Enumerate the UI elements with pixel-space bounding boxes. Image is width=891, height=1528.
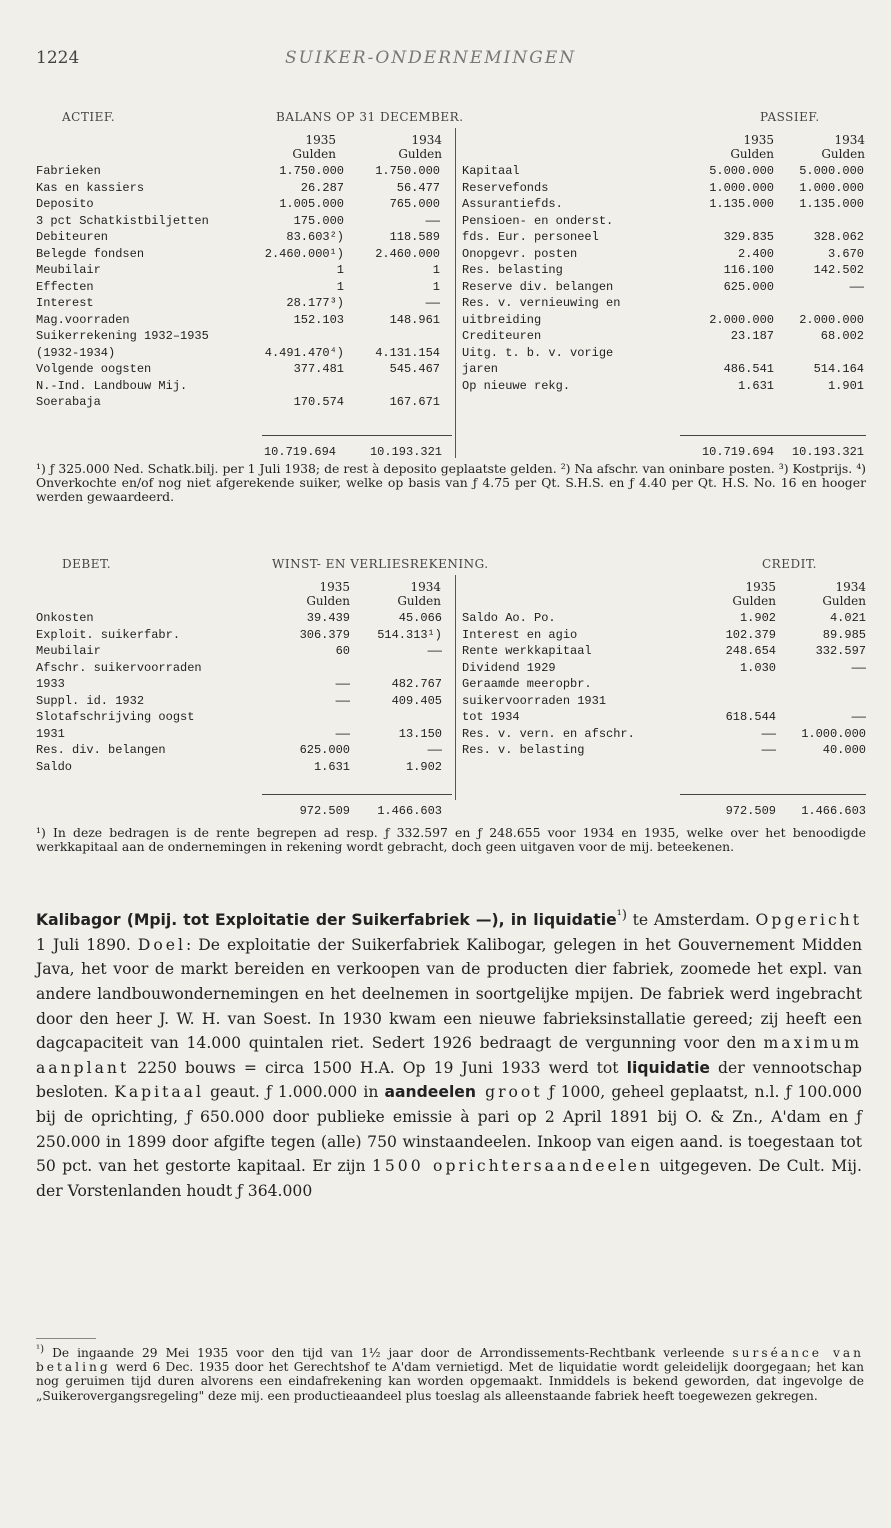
running-title: SUIKER-ONDERNEMINGEN [285, 48, 577, 68]
credit-row-value-1: 1.902 [739, 611, 776, 625]
debet-row-value-2: 482.767 [391, 677, 442, 691]
actief-row-value-2: 56.477 [396, 180, 440, 195]
passief-row-value-1: 2.000.000 [709, 312, 774, 327]
winst-credit-year1-head: 1935 Gulden [732, 580, 776, 608]
passief-row-value-2: 1.000.000 [799, 180, 864, 195]
actief-row-label: 3 pct Schatkistbiljetten [36, 213, 209, 228]
actief-row-label: (1932-1934) [36, 345, 116, 360]
actief-row-value-2: 765.000 [389, 197, 440, 211]
credit-row-value-1: 618.544 [725, 710, 776, 724]
actief-row-value-2: 4.131.154 [375, 345, 440, 360]
actief-row-label: Effecten [36, 279, 94, 294]
actief-row-label: Soerabaja [36, 395, 101, 409]
balans-title: BALANS OP 31 DECEMBER. [276, 110, 464, 124]
debet-row-value-1: —— [335, 693, 350, 708]
actief-row-value-1: 175.000 [293, 213, 344, 228]
winst-debet-year2-head: 1934 Gulden [397, 580, 441, 608]
credit-row-label: Res. v. vern. en afschr. [462, 726, 635, 741]
debet-row-value-1: 39.439 [306, 611, 350, 625]
actief-row-value-1: 83.603²) [286, 230, 344, 244]
balans-passief-total-rule [680, 435, 866, 436]
actief-row-value-1: 1 [336, 279, 344, 294]
actief-row-value-1: 152.103 [293, 312, 344, 327]
actief-row-value-2: 1.750.000 [375, 164, 440, 178]
passief-row-value-2: 3.670 [827, 246, 864, 261]
passief-row-label: Crediteuren [462, 329, 542, 343]
credit-row-label: Res. v. belasting [462, 743, 585, 757]
passief-row-value-1: 1.000.000 [709, 180, 774, 195]
debet-row-label: 1933 [36, 677, 65, 691]
debet-label: DEBET. [62, 557, 112, 571]
credit-row-label: Interest en agio [462, 627, 578, 642]
passief-row-value-2: 5.000.000 [799, 164, 864, 178]
passief-row-value-1: 1.631 [737, 378, 774, 393]
winst-credit-year2-head: 1934 Gulden [822, 580, 866, 608]
actief-row-value-1: 1 [336, 263, 344, 277]
actief-row-label: Suikerrekening 1932–1935 [36, 329, 209, 343]
credit-row-value-2: 332.597 [815, 644, 866, 658]
passief-row-label: Reservefonds [462, 180, 549, 195]
debet-row-value-2: —— [427, 743, 442, 757]
actief-row-label: Interest [36, 296, 94, 310]
balans-actief-year2-head: 1934 Gulden [398, 133, 442, 161]
actief-row-label: N.-Ind. Landbouw Mij. [36, 378, 188, 393]
actief-row-value-1: 28.177³) [286, 296, 344, 310]
actief-row-label: Volgende oogsten [36, 362, 152, 376]
debet-row-value-2: 514.313¹) [377, 627, 442, 642]
actief-row-label: Fabrieken [36, 164, 101, 178]
credit-row-value-2: 40.000 [822, 743, 866, 757]
passief-row-value-1: 116.100 [723, 263, 774, 277]
credit-row-label: Geraamde meeropbr. [462, 677, 592, 691]
debet-row-label: Afschr. suikervoorraden [36, 660, 202, 675]
balans-passief-year1-head: 1935 Gulden [730, 133, 774, 161]
passief-row-value-2: 2.000.000 [799, 312, 864, 327]
winst-debet-total-rule [262, 794, 452, 795]
document-page: 1224 SUIKER-ONDERNEMINGEN ACTIEF. BALANS OP 31 DECEMBER. PASSIEF. 1935 Gulden 1934 Gulden 1935 Gulden 1934 Gulden Fabrieken 1.750.000 1.750.000 Kas en kassiers 26.287 56.477 Deposito 1.005.000 765.000 3 pct Schatkistbiljetten 175.000 —— Debiteuren 83.603²) 118.589 Belegde fondsen 2.460.000¹) 2.460.000 Meubilair 1 1 Effecten 1 1 Interest 28.177³) —— Mag.voorraden 152.103 148.961 Suikerrekening 1932–1935 (1932-1934) 4.491.470⁴) 4.131.154 Volgende oogsten 377.481 545.467 N.-Ind. Landbouw Mij. Soerabaja 170.574 167.671 Kapitaal 5.000.000 5.000.000 Reservefonds 1.000.000 1.000.000 Assurantiefds. 1.135.000 1.135.000 Pensioen- en onderst. fds. Eur. personeel 329.835 328.062 Onopgevr. posten 2.400 3.670 Res. belasting 116.100 142.502 Reserve div. belangen 625.000 —— Res. v. vernieuwing en uitbreiding 2.000.000 2.000.000 Crediteuren 23.187 68.002 Uitg. t. b. v. vorige jaren 486.541 514.164 Op nieuwe rekg. 1.631 1.901 10.719.694 10.193.321 10.719.694 10.193.321 ¹) ƒ 325.000 Ned. Schatk.bilj. per 1 Juli 1938; de rest à deposito geplaatste gelden. ²) Na afschr. van oninbare posten. ³) Kostprijs. ⁴) Onverkochte en/of nog niet afgerekende suiker, welke op basis van ƒ 4.75 per Qt. S.H.S. en ƒ 4.40 per Qt. H.S. No. 16 en hooger werden gewaardeerd. DEBET. WINST- EN VERLIESREKENING. CREDIT. 1935 Gulden 1934 Gulden 1935 Gulden 1934 Gulden Onkosten 39.439 45.066 Exploit. suikerfabr. 306.379 514.313¹) Meubilair 60 —— Afschr. suikervoorraden 1933 —— 482.767 Suppl. id. 1932 —— 409.405 Slotafschrijving oogst 1931 —— 13.150 Res. div. belangen 625.000 —— Saldo 1.631 1.902 Saldo Ao. Po. 1.902 4.021 Interest en agio 102.379 89.985 Rente werkkapitaal 248.654 332.597 Dividend 1929 1.030 —— Geraamde meeropbr. suikervoorraden 1931 tot 1934 618.544 —— Res. v. vern. en afschr. —— 1.000.000 Res. v. belasting —— 40.000 972.509 1.466.603 972.509 1.466.603 ¹) In deze bedragen is de rente begrepen ad resp. ƒ 332.597 en ƒ 248.655 voor 1934 en 1935, welke over het benoodigde werkkapitaal aan de ondernemingen in rekening wordt gebracht, doch geen uitgaven voor de mij. beteekenen. Kalibagor (Mpij. tot Exploitatie der Suikerfabriek —), in liquidatie$^{^1)}$ te Amsterdam. Opgericht 1 Juli 1890. Doel: De exploitatie der Suikerfabriek Kalibogar, gelegen in het Gouvernement Midden Java, het voor de markt bereiden en verkoopen van de producten dier fabriek, zoomede het expl. van andere landbouwondernemingen en het deelnemen in soortgelijke mpijen. De fabriek werd ingebracht door den heer J. W. H. van Soest. In 1930 kwam een nieuwe fabrieksinstallatie gereed; zij heeft een dagcapaciteit van 14.000 quintalen riet. Sedert 1926 bedraagt de vergunning voor den maximum aanplant 2250 bouws = circa 1500 H.A. Op 19 Juni 1933 werd tot liquidatie der vennootschap besloten. Kapitaal geaut. ƒ 1.000.000 in aandeelen groot ƒ 1000, geheel geplaatst, n.l. ƒ 100.000 bij de oprichting, ƒ 650.000 door publieke emissie à pari op 2 April 1891 bij O. & Zn., A'dam en ƒ 250.000 in 1899 door afgifte tegen (alle) 750 winstaandeelen. Inkoop van eigen aand. is toegestaan tot 50 pct. van het gestorte kapitaal. Er zijn 1500 oprichtersaandeelen uitgegeven. De Cult. Mij. der Vorstenlanden houdt ƒ 364.000 $^{^1)}$ De ingaande 29 Mei 1935 voor den tijd van 1½ jaar door de Arrondissements-Rechtbank verleende surséance van betaling werd 6 Dec. 1935 door het Gerechtshof te A'dam vernietigd. Met de liquidatie wordt geleidelijk doorgegaan; het kan nog geruimen tijd duren alvorens een eindafrekening kan worden opgemaakt. Inmiddels is bekend geworden, dat ingevolge de „Suikerovergangsregeling" deze mij. een productieaandeel plus toeslag als alleenstaande fabriek heeft toegewezen gekregen. [36, 48, 866, 1403]
credit-row-value-2: 89.985 [822, 627, 866, 642]
debet-row-value-1: 60 [335, 644, 350, 658]
passief-row-value-1: 486.541 [723, 362, 774, 376]
balans-divider [455, 128, 456, 458]
passief-row-label: Uitg. t. b. v. vorige [462, 345, 614, 360]
passief-row-label: Op nieuwe rekg. [462, 378, 571, 393]
credit-row-label: tot 1934 [462, 710, 520, 724]
passief-row-label: Pensioen- en onderst. [462, 213, 614, 228]
credit-row-value-2: —— [851, 710, 866, 724]
passief-row-label: Onopgevr. posten [462, 246, 578, 261]
page-number: 1224 [36, 48, 80, 68]
actief-row-value-2: 118.589 [389, 230, 440, 244]
debet-row-value-2: 1.902 [405, 759, 442, 774]
credit-row-value-2: —— [851, 660, 866, 675]
passief-row-value-2: 1.135.000 [799, 197, 864, 211]
credit-row-value-1: 102.379 [725, 627, 776, 642]
passief-row-label: fds. Eur. personeel [462, 230, 599, 244]
passief-row-label: Assurantiefds. [462, 197, 563, 211]
passief-row-value-1: 329.835 [723, 230, 774, 244]
debet-row-label: 1931 [36, 726, 65, 741]
debet-row-value-1: 306.379 [299, 627, 350, 642]
debet-row-label: Suppl. id. 1932 [36, 693, 145, 708]
page-footnote: $^{^1)}$ De ingaande 29 Mei 1935 voor den tijd van 1½ jaar door de Arrondissements-Rechtbank verleende surséance van betaling werd 6 Dec. 1935 door het Gerechtshof te A'dam vernietigd. Met de liquidatie wordt geleidelijk doorgegaan; het kan nog geruimen tijd duren alvorens een eindafrekening kan worden opgemaakt. Inmiddels is bekend geworden, dat ingevolge de „Suikerovergangsregeling" deze mij. een productieaandeel plus toeslag als alleenstaande fabriek heeft toegewezen gekregen. [36, 1344, 864, 1403]
footnote-rule [36, 1338, 96, 1339]
debet-row-label: Res. div. belangen [36, 743, 166, 757]
actief-row-label: Kas en kassiers [36, 180, 145, 195]
oprichtersaandeelen-term: 1500 oprichtersaandeelen [371, 1157, 653, 1176]
actief-row-value-1: 2.460.000¹) [264, 246, 344, 261]
credit-row-value-2: 4.021 [829, 611, 866, 625]
credit-row-label: Saldo Ao. Po. [462, 611, 556, 625]
actief-row-label: Belegde fondsen [36, 246, 145, 261]
actief-row-label: Mag.voorraden [36, 312, 130, 327]
debet-row-label: Exploit. suikerfabr. [36, 627, 181, 642]
passief-row-value-2: —— [849, 279, 864, 294]
passief-row-value-2: 1.901 [827, 378, 864, 393]
actief-label: ACTIEF. [62, 110, 116, 124]
actief-row-value-2: 167.671 [389, 395, 440, 409]
kapitaal-label: Kapitaal [114, 1083, 204, 1102]
debet-row-value-1: 625.000 [299, 743, 350, 757]
debet-row-label: Slotafschrijving oogst [36, 710, 195, 724]
debet-row-label: Meubilair [36, 644, 101, 658]
winst-footnote: ¹) In deze bedragen is de rente begrepen ad resp. ƒ 332.597 en ƒ 248.655 voor 1934 en 1935, welke over het benoodigde werkkapitaal aan de ondernemingen in rekening wordt gebracht, doch geen uitgaven voor de mij. beteekenen. [36, 825, 866, 854]
credit-row-value-1: —— [761, 726, 776, 741]
passief-label: PASSIEF. [760, 110, 820, 124]
actief-row-value-2: 545.467 [389, 362, 440, 376]
debet-row-value-1: 1.631 [313, 759, 350, 774]
actief-row-value-2: —— [425, 296, 440, 310]
passief-row-value-1: 625.000 [723, 279, 774, 294]
passief-row-value-1: 23.187 [730, 329, 774, 343]
debet-row-value-2: 13.150 [398, 726, 442, 741]
passief-row-label: Res. belasting [462, 263, 563, 277]
credit-label: CREDIT. [762, 557, 817, 571]
doel-label: Doel [137, 935, 187, 954]
balans-actief-total-rule [262, 435, 452, 436]
actief-row-value-1: 4.491.470⁴) [264, 345, 344, 360]
passief-row-value-2: 68.002 [820, 329, 864, 343]
passief-row-value-1: 2.400 [737, 246, 774, 261]
debet-row-value-2: 409.405 [391, 693, 442, 708]
actief-row-value-1: 1.750.000 [279, 164, 344, 178]
passief-row-label: Reserve div. belangen [462, 279, 614, 294]
winst-divider [455, 575, 456, 800]
actief-row-value-2: 1 [432, 263, 440, 277]
passief-row-label: Res. v. vernieuwing en [462, 296, 621, 310]
opgericht-label: Opgericht [755, 911, 862, 930]
credit-row-value-2: 1.000.000 [801, 726, 866, 741]
debet-row-value-2: 45.066 [398, 611, 442, 625]
passief-row-label: uitbreiding [462, 312, 542, 327]
passief-row-value-1: 5.000.000 [709, 164, 774, 178]
actief-row-value-2: —— [425, 213, 440, 228]
credit-row-value-1: —— [761, 743, 776, 757]
debet-row-label: Saldo [36, 759, 73, 774]
actief-row-label: Deposito [36, 197, 94, 211]
winst-credit-total-rule [680, 794, 866, 795]
credit-row-label: Rente werkkapitaal [462, 644, 592, 658]
company-entry: Kalibagor (Mpij. tot Exploitatie der Suikerfabriek —), in liquidatie$^{^1)}$ te Amsterdam. Opgericht 1 Juli 1890. Doel: De exploitatie der Suikerfabriek Kalibogar, gelegen in het Gouvernement Midden Java, het voor de markt bereiden en verkoopen van de producten dier fabriek, zoomede het expl. van andere landbouwondernemingen en het deelnemen in soortgelijke mpijen. De fabriek werd ingebracht door den heer J. W. H. van Soest. In 1930 kwam een nieuwe fabrieksinstallatie gereed; zij heeft een dagcapaciteit van 14.000 quintalen riet. Sedert 1926 bedraagt de vergunning voor den maximum aanplant 2250 bouws = circa 1500 H.A. Op 19 Juni 1933 werd tot liquidatie der vennootschap besloten. Kapitaal geaut. ƒ 1.000.000 in aandeelen groot ƒ 1000, geheel geplaatst, n.l. ƒ 100.000 bij de oprichting, ƒ 650.000 door publieke emissie à pari op 2 April 1891 bij O. & Zn., A'dam en ƒ 250.000 in 1899 door afgifte tegen (alle) 750 winstaandeelen. Inkoop van eigen aand. is toegestaan tot 50 pct. van het gestorte kapitaal. Er zijn 1500 oprichtersaandeelen uitgegeven. De Cult. Mij. der Vorstenlanden houdt ƒ 364.000 [36, 908, 863, 1200]
balans-passief-year2-head: 1934 Gulden [821, 133, 865, 161]
passief-row-value-1: 1.135.000 [709, 197, 774, 211]
credit-row-label: Dividend 1929 [462, 660, 556, 675]
actief-row-value-2: 1 [432, 279, 440, 294]
debet-row-value-1: —— [335, 677, 350, 691]
actief-row-label: Debiteuren [36, 230, 109, 244]
passief-row-label: Kapitaal [462, 164, 520, 178]
actief-row-value-1: 26.287 [300, 180, 344, 195]
debet-row-value-2: —— [427, 644, 442, 658]
actief-row-value-1: 377.481 [293, 362, 344, 376]
balans-footnotes: ¹) ƒ 325.000 Ned. Schatk.bilj. per 1 Juli 1938; de rest à deposito geplaatste gelden. ²) Na afschr. van oninbare posten. ³) Kostprijs. ⁴) Onverkochte en/of nog niet afgerekende suiker, welke op basis van ƒ 4.75 per Qt. S.H.S. en ƒ 4.40 per Qt. H.S. No. 16 en hooger werden gewaardeerd. [36, 461, 866, 504]
passief-row-label: jaren [462, 362, 499, 376]
company-name-footnote-mark: ¹) [616, 908, 627, 923]
actief-row-value-2: 2.460.000 [375, 246, 440, 261]
actief-row-label: Meubilair [36, 263, 101, 277]
balans-actief-year1-head: 1935 Gulden [292, 133, 336, 161]
aandeelen-term: aandeelen [384, 1083, 476, 1102]
passief-row-value-2: 328.062 [813, 230, 864, 244]
passief-row-value-2: 142.502 [813, 263, 864, 277]
company-name: Kalibagor (Mpij. tot Exploitatie der Suikerfabriek —), in liquidatie [36, 911, 617, 930]
credit-row-label: suikervoorraden 1931 [462, 693, 607, 708]
actief-row-value-1: 170.574 [293, 395, 344, 409]
passief-row-value-2: 514.164 [813, 362, 864, 376]
debet-row-value-1: —— [335, 726, 350, 741]
actief-row-value-2: 148.961 [389, 312, 440, 327]
liquidatie-term: liquidatie [626, 1058, 710, 1077]
actief-row-value-1: 1.005.000 [279, 197, 344, 211]
credit-row-value-1: 1.030 [739, 660, 776, 675]
debet-row-label: Onkosten [36, 611, 94, 625]
credit-row-value-1: 248.654 [725, 644, 776, 658]
winst-title: WINST- EN VERLIESREKENING. [272, 557, 489, 571]
winst-debet-year1-head: 1935 Gulden [306, 580, 350, 608]
